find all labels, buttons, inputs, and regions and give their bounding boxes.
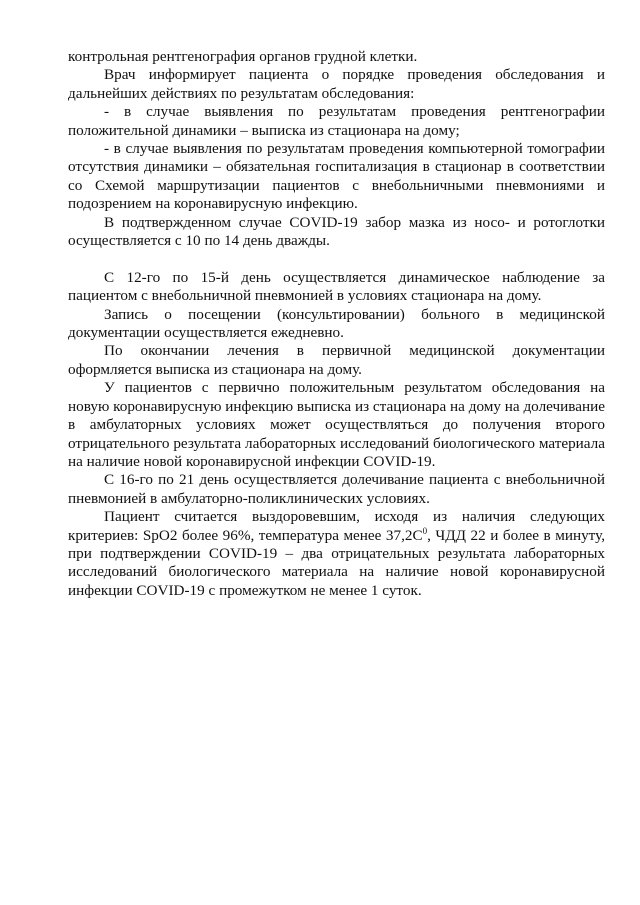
recovery-criteria-text-start: Пациент считается выздоровевшим, исходя из наличия следующих критериев: SpO2 более 96%, температура менее 37,2С xyxy=(68,508,605,544)
degree-superscript: 0 xyxy=(422,525,428,536)
paragraph-outpatient-discharge: У пациентов с первично положительным результатом обследования на новую коронавирусную инфекцию выписка из стационара на дому на долечивание в амбулаторных условиях может осуществляться до получения второго отрицательного результата лабораторных исследований биологического материала на наличие новой коронавирусной инфекции COVID-19. xyxy=(68,379,605,470)
paragraph-discharge: По окончании лечения в первичной медицинской документации оформляется выписка из стационара на дому. xyxy=(68,342,605,378)
paragraph-positive-dynamics: - в случае выявления по результатам проведения рентгенографии положительной динамики – выписка из стационара на дому; xyxy=(68,103,605,139)
paragraph-aftercare: С 16-го по 21 день осуществляется долечивание пациента с внебольничной пневмонией в амбулаторно-поликлинических условиях. xyxy=(68,471,605,507)
recovery-criteria-text-end: , ЧДД 22 и более в минуту, при подтверждении COVID-19 – два отрицательных результата лабораторных исследований биологического материала на наличие новой коронавирусной инфекции COVID-19 с промежутком не менее 1 суток. xyxy=(68,526,605,599)
paragraph-doctor-informs: Врач информирует пациента о порядке проведения обследования и дальнейших действиях по результатам обследования: xyxy=(68,66,605,102)
paragraph-dynamic-observation: С 12-го по 15-й день осуществляется динамическое наблюдение за пациентом с внебольничной пневмонией в условиях стационара на дому. xyxy=(68,268,605,305)
paragraph-swab-collection: В подтвержденном случае COVID-19 забор мазка из носо- и ротоглотки осуществляется с 10 по 14 день дважды. xyxy=(68,213,605,250)
paragraph-chest-xray: контрольная рентгенография органов грудной клетки. xyxy=(68,48,418,65)
document-page xyxy=(68,48,605,600)
paragraph-no-dynamics: - в случае выявления по результатам проведения компьютерной томографии отсутствия динамики – обязательная госпитализация в стационар в соответствии со Схемой маршрутизации пациентов с внебольничными пневмониями и подозрением на коронавирусную инфекцию. xyxy=(68,140,605,213)
paragraph-visit-record: Запись о посещении (консультировании) больного в медицинской документации осуществляется ежедневно. xyxy=(68,305,605,342)
paragraph-recovery-criteria xyxy=(68,508,605,600)
